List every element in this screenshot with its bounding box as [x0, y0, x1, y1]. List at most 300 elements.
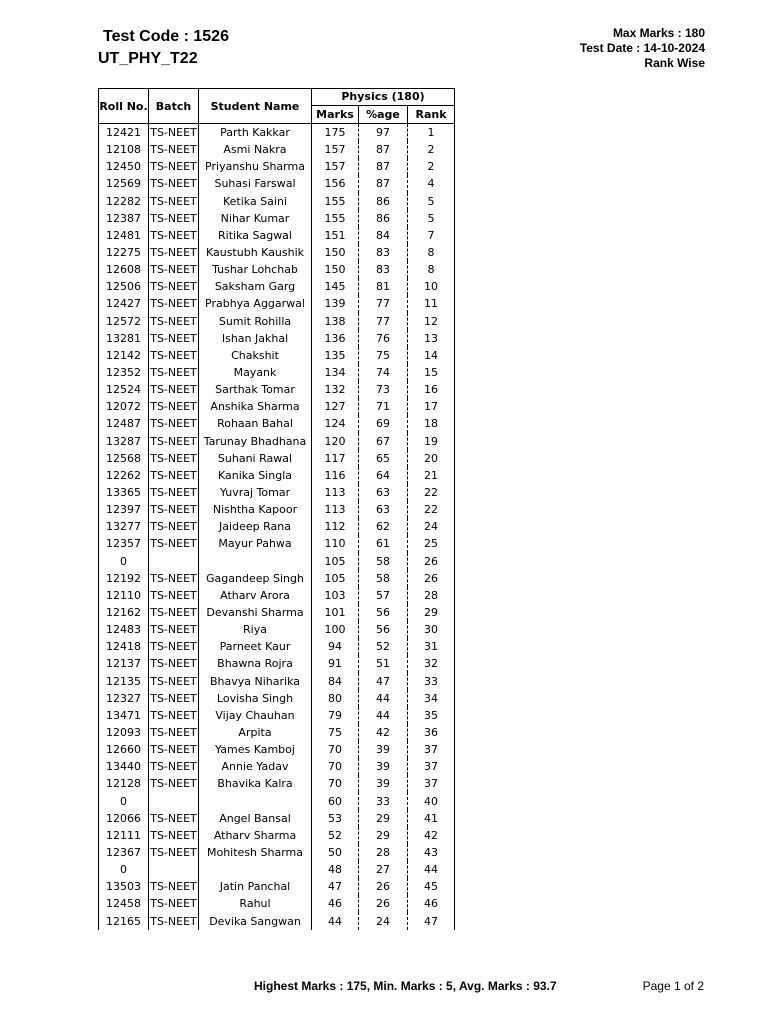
cell-pct: 67: [359, 433, 408, 450]
table-row: [99, 587, 455, 604]
cell-roll: 13440: [99, 758, 149, 775]
cell-rank: 10: [408, 278, 455, 295]
cell-roll: 12165: [99, 912, 149, 929]
cell-pct: 42: [359, 724, 408, 741]
cell-marks: 150: [312, 261, 359, 278]
table-row: [99, 707, 455, 724]
table-row: [99, 878, 455, 895]
cell-marks: 120: [312, 433, 359, 450]
cell-pct: 84: [359, 227, 408, 244]
cell-roll: 13281: [99, 330, 149, 347]
cell-pct: 47: [359, 673, 408, 690]
table-row: [99, 330, 455, 347]
cell-rank: 22: [408, 501, 455, 518]
cell-batch: TS-NEET: [149, 347, 199, 364]
cell-rank: 7: [408, 227, 455, 244]
cell-pct: 63: [359, 501, 408, 518]
cell-pct: 26: [359, 878, 408, 895]
cell-pct: 63: [359, 484, 408, 501]
cell-roll: 12568: [99, 450, 149, 467]
table-row: [99, 415, 455, 432]
cell-roll: 12135: [99, 673, 149, 690]
table-row: [99, 124, 455, 142]
cell-pct: 61: [359, 535, 408, 552]
cell-pct: 44: [359, 690, 408, 707]
cell-batch: TS-NEET: [149, 655, 199, 672]
cell-batch: TS-NEET: [149, 912, 199, 929]
results-table: [98, 88, 455, 930]
cell-pct: 76: [359, 330, 408, 347]
table-row: [99, 193, 455, 210]
cell-name: Gagandeep Singh: [199, 570, 312, 587]
cell-marks: 80: [312, 690, 359, 707]
cell-pct: 77: [359, 295, 408, 312]
cell-name: Jaideep Rana: [199, 518, 312, 535]
cell-rank: 11: [408, 295, 455, 312]
cell-pct: 24: [359, 912, 408, 929]
cell-rank: 1: [408, 124, 455, 142]
cell-name: Mayur Pahwa: [199, 535, 312, 552]
cell-rank: 20: [408, 450, 455, 467]
cell-roll: 12458: [99, 895, 149, 912]
cell-batch: TS-NEET: [149, 707, 199, 724]
cell-marks: 70: [312, 775, 359, 792]
table-row: [99, 158, 455, 175]
table-row: [99, 775, 455, 792]
cell-pct: 56: [359, 604, 408, 621]
cell-rank: 26: [408, 570, 455, 587]
cell-marks: 70: [312, 758, 359, 775]
cell-roll: 12418: [99, 638, 149, 655]
cell-roll: 12352: [99, 364, 149, 381]
cell-marks: 105: [312, 570, 359, 587]
col-header-marks: Marks: [312, 105, 359, 123]
cell-batch: TS-NEET: [149, 741, 199, 758]
cell-batch: TS-NEET: [149, 673, 199, 690]
cell-marks: 103: [312, 587, 359, 604]
cell-rank: 26: [408, 553, 455, 570]
cell-name: Rahul: [199, 895, 312, 912]
col-header-pct: %age: [359, 105, 408, 123]
cell-pct: 57: [359, 587, 408, 604]
cell-batch: TS-NEET: [149, 227, 199, 244]
cell-name: Sarthak Tomar: [199, 381, 312, 398]
cell-batch: TS-NEET: [149, 895, 199, 912]
cell-name: [199, 792, 312, 809]
table-row: [99, 861, 455, 878]
col-header-roll: Roll No.: [99, 89, 149, 124]
cell-marks: 44: [312, 912, 359, 929]
cell-roll: 12367: [99, 844, 149, 861]
cell-roll: 0: [99, 861, 149, 878]
cell-pct: 62: [359, 518, 408, 535]
cell-marks: 60: [312, 792, 359, 809]
table-row: [99, 604, 455, 621]
cell-pct: 87: [359, 158, 408, 175]
table-row: [99, 347, 455, 364]
cell-marks: 117: [312, 450, 359, 467]
cell-name: Devanshi Sharma: [199, 604, 312, 621]
cell-name: Annie Yadav: [199, 758, 312, 775]
cell-roll: 12162: [99, 604, 149, 621]
cell-pct: 87: [359, 141, 408, 158]
cell-batch: TS-NEET: [149, 570, 199, 587]
table-row: [99, 655, 455, 672]
cell-batch: [149, 792, 199, 809]
col-header-subject: Physics (180): [312, 89, 455, 106]
cell-roll: 12397: [99, 501, 149, 518]
cell-batch: TS-NEET: [149, 775, 199, 792]
cell-rank: 25: [408, 535, 455, 552]
cell-batch: TS-NEET: [149, 827, 199, 844]
cell-name: Nishtha Kapoor: [199, 501, 312, 518]
cell-roll: 12128: [99, 775, 149, 792]
cell-pct: 65: [359, 450, 408, 467]
cell-batch: TS-NEET: [149, 638, 199, 655]
cell-marks: 94: [312, 638, 359, 655]
table-row: [99, 621, 455, 638]
cell-rank: 35: [408, 707, 455, 724]
table-row: [99, 570, 455, 587]
cell-roll: 12072: [99, 398, 149, 415]
cell-marks: 124: [312, 415, 359, 432]
cell-name: Prabhya Aggarwal: [199, 295, 312, 312]
cell-rank: 2: [408, 158, 455, 175]
cell-marks: 155: [312, 193, 359, 210]
cell-name: Mohitesh Sharma: [199, 844, 312, 861]
test-date: Test Date : 14-10-2024: [579, 41, 705, 55]
cell-rank: 37: [408, 741, 455, 758]
cell-roll: 13503: [99, 878, 149, 895]
report-meta: [580, 26, 705, 71]
cell-name: Anshika Sharma: [199, 398, 312, 415]
cell-batch: TS-NEET: [149, 758, 199, 775]
cell-name: Lovisha Singh: [199, 690, 312, 707]
cell-batch: TS-NEET: [149, 261, 199, 278]
cell-name: Ritika Sagwal: [199, 227, 312, 244]
cell-name: Devika Sangwan: [199, 912, 312, 929]
sort-order: Rank Wise: [644, 56, 705, 70]
cell-batch: TS-NEET: [149, 193, 199, 210]
cell-marks: 157: [312, 158, 359, 175]
cell-rank: 19: [408, 433, 455, 450]
table-row: [99, 758, 455, 775]
cell-pct: 75: [359, 347, 408, 364]
cell-name: [199, 553, 312, 570]
cell-name: Tarunay Bhadhana: [199, 433, 312, 450]
cell-pct: 56: [359, 621, 408, 638]
cell-pct: 27: [359, 861, 408, 878]
cell-rank: 32: [408, 655, 455, 672]
cell-name: Riya: [199, 621, 312, 638]
cell-rank: 8: [408, 261, 455, 278]
cell-pct: 33: [359, 792, 408, 809]
cell-marks: 105: [312, 553, 359, 570]
cell-marks: 156: [312, 175, 359, 192]
cell-rank: 42: [408, 827, 455, 844]
table-row: [99, 501, 455, 518]
cell-pct: 86: [359, 193, 408, 210]
cell-name: Kanika Singla: [199, 467, 312, 484]
table-row: [99, 450, 455, 467]
cell-marks: 75: [312, 724, 359, 741]
cell-roll: 12142: [99, 347, 149, 364]
cell-batch: TS-NEET: [149, 244, 199, 261]
cell-pct: 87: [359, 175, 408, 192]
cell-roll: 12357: [99, 535, 149, 552]
cell-batch: TS-NEET: [149, 124, 199, 142]
cell-roll: 0: [99, 553, 149, 570]
table-row: [99, 741, 455, 758]
cell-marks: 175: [312, 124, 359, 142]
cell-batch: TS-NEET: [149, 484, 199, 501]
cell-batch: TS-NEET: [149, 364, 199, 381]
cell-pct: 29: [359, 827, 408, 844]
cell-marks: 116: [312, 467, 359, 484]
cell-batch: TS-NEET: [149, 415, 199, 432]
cell-rank: 34: [408, 690, 455, 707]
cell-roll: 12282: [99, 193, 149, 210]
table-row: [99, 673, 455, 690]
table-row: [99, 638, 455, 655]
cell-roll: 12481: [99, 227, 149, 244]
cell-name: Mayank: [199, 364, 312, 381]
summary-stats: Highest Marks : 175, Min. Marks : 5, Avg. Marks : 93.7: [254, 979, 557, 993]
cell-marks: 151: [312, 227, 359, 244]
cell-pct: 39: [359, 775, 408, 792]
cell-batch: [149, 861, 199, 878]
cell-rank: 41: [408, 810, 455, 827]
cell-roll: 13287: [99, 433, 149, 450]
cell-roll: 12108: [99, 141, 149, 158]
cell-marks: 110: [312, 535, 359, 552]
cell-marks: 127: [312, 398, 359, 415]
cell-rank: 29: [408, 604, 455, 621]
cell-name: Ishan Jakhal: [199, 330, 312, 347]
cell-pct: 52: [359, 638, 408, 655]
cell-batch: TS-NEET: [149, 278, 199, 295]
cell-rank: 8: [408, 244, 455, 261]
col-header-name: Student Name: [199, 89, 312, 124]
cell-pct: 86: [359, 210, 408, 227]
cell-pct: 39: [359, 758, 408, 775]
col-header-rank: Rank: [408, 105, 455, 123]
cell-name: Arpita: [199, 724, 312, 741]
cell-marks: 46: [312, 895, 359, 912]
cell-marks: 112: [312, 518, 359, 535]
table-row: [99, 227, 455, 244]
max-marks: Max Marks : 180: [612, 26, 705, 40]
table-row: [99, 484, 455, 501]
cell-marks: 47: [312, 878, 359, 895]
cell-roll: 12110: [99, 587, 149, 604]
cell-rank: 43: [408, 844, 455, 861]
cell-roll: 12450: [99, 158, 149, 175]
cell-name: Ketika Saini: [199, 193, 312, 210]
cell-batch: TS-NEET: [149, 878, 199, 895]
cell-rank: 17: [408, 398, 455, 415]
cell-marks: 100: [312, 621, 359, 638]
cell-name: Atharv Arora: [199, 587, 312, 604]
cell-name: Parth Kakkar: [199, 124, 312, 142]
cell-pct: 51: [359, 655, 408, 672]
cell-batch: TS-NEET: [149, 587, 199, 604]
report-header: [98, 26, 229, 70]
table-row: [99, 844, 455, 861]
cell-pct: 97: [359, 124, 408, 142]
cell-batch: TS-NEET: [149, 621, 199, 638]
cell-pct: 83: [359, 261, 408, 278]
cell-marks: 138: [312, 313, 359, 330]
cell-marks: 79: [312, 707, 359, 724]
cell-roll: 12427: [99, 295, 149, 312]
cell-batch: TS-NEET: [149, 158, 199, 175]
cell-roll: 12111: [99, 827, 149, 844]
cell-roll: 12608: [99, 261, 149, 278]
cell-roll: 12327: [99, 690, 149, 707]
test-name: UT_PHY_T22: [98, 50, 198, 67]
cell-roll: 12066: [99, 810, 149, 827]
cell-roll: 13277: [99, 518, 149, 535]
cell-pct: 77: [359, 313, 408, 330]
cell-rank: 5: [408, 193, 455, 210]
table-row: [99, 433, 455, 450]
cell-rank: 16: [408, 381, 455, 398]
table-row: [99, 364, 455, 381]
table-row: [99, 724, 455, 741]
cell-batch: TS-NEET: [149, 518, 199, 535]
cell-batch: TS-NEET: [149, 295, 199, 312]
cell-roll: 12275: [99, 244, 149, 261]
table-row: [99, 810, 455, 827]
table-row: [99, 912, 455, 929]
cell-rank: 36: [408, 724, 455, 741]
cell-rank: 2: [408, 141, 455, 158]
cell-roll: 13365: [99, 484, 149, 501]
cell-roll: 12093: [99, 724, 149, 741]
cell-name: Priyanshu Sharma: [199, 158, 312, 175]
cell-marks: 113: [312, 484, 359, 501]
cell-marks: 52: [312, 827, 359, 844]
cell-marks: 157: [312, 141, 359, 158]
table-row: [99, 792, 455, 809]
cell-name: Atharv Sharma: [199, 827, 312, 844]
cell-batch: TS-NEET: [149, 210, 199, 227]
cell-pct: 73: [359, 381, 408, 398]
cell-marks: 53: [312, 810, 359, 827]
cell-name: Sumit Rohilla: [199, 313, 312, 330]
cell-rank: 31: [408, 638, 455, 655]
cell-marks: 91: [312, 655, 359, 672]
cell-batch: TS-NEET: [149, 690, 199, 707]
cell-pct: 28: [359, 844, 408, 861]
cell-pct: 83: [359, 244, 408, 261]
cell-roll: 12572: [99, 313, 149, 330]
page-number: Page 1 of 2: [642, 979, 704, 993]
cell-rank: 33: [408, 673, 455, 690]
cell-batch: TS-NEET: [149, 381, 199, 398]
cell-name: Bhawna Rojra: [199, 655, 312, 672]
cell-batch: TS-NEET: [149, 810, 199, 827]
cell-rank: 47: [408, 912, 455, 929]
cell-roll: 12506: [99, 278, 149, 295]
cell-roll: 12421: [99, 124, 149, 142]
cell-rank: 21: [408, 467, 455, 484]
cell-roll: 12487: [99, 415, 149, 432]
cell-batch: TS-NEET: [149, 450, 199, 467]
cell-name: Chakshit: [199, 347, 312, 364]
cell-rank: 24: [408, 518, 455, 535]
cell-roll: 12192: [99, 570, 149, 587]
cell-name: Vijay Chauhan: [199, 707, 312, 724]
cell-pct: 74: [359, 364, 408, 381]
table-body: [99, 124, 455, 930]
cell-pct: 29: [359, 810, 408, 827]
table-row: [99, 827, 455, 844]
cell-batch: TS-NEET: [149, 604, 199, 621]
cell-batch: TS-NEET: [149, 535, 199, 552]
cell-rank: 12: [408, 313, 455, 330]
cell-roll: 12483: [99, 621, 149, 638]
cell-marks: 155: [312, 210, 359, 227]
cell-rank: 13: [408, 330, 455, 347]
cell-roll: 13471: [99, 707, 149, 724]
cell-batch: TS-NEET: [149, 141, 199, 158]
table-row: [99, 278, 455, 295]
cell-name: Nihar Kumar: [199, 210, 312, 227]
cell-marks: 134: [312, 364, 359, 381]
cell-name: Saksham Garg: [199, 278, 312, 295]
cell-roll: 0: [99, 792, 149, 809]
cell-batch: TS-NEET: [149, 844, 199, 861]
cell-batch: [149, 553, 199, 570]
cell-rank: 28: [408, 587, 455, 604]
cell-batch: TS-NEET: [149, 313, 199, 330]
cell-marks: 50: [312, 844, 359, 861]
cell-name: Suhasi Farswal: [199, 175, 312, 192]
cell-marks: 113: [312, 501, 359, 518]
cell-marks: 48: [312, 861, 359, 878]
cell-marks: 145: [312, 278, 359, 295]
table-row: [99, 690, 455, 707]
cell-rank: 14: [408, 347, 455, 364]
cell-name: Yames Kamboj: [199, 741, 312, 758]
table-row: [99, 313, 455, 330]
table-row: [99, 518, 455, 535]
cell-name: Rohaan Bahal: [199, 415, 312, 432]
cell-batch: TS-NEET: [149, 467, 199, 484]
cell-batch: TS-NEET: [149, 433, 199, 450]
cell-rank: 18: [408, 415, 455, 432]
cell-pct: 58: [359, 553, 408, 570]
cell-rank: 40: [408, 792, 455, 809]
cell-rank: 4: [408, 175, 455, 192]
cell-pct: 69: [359, 415, 408, 432]
cell-batch: TS-NEET: [149, 398, 199, 415]
cell-marks: 136: [312, 330, 359, 347]
table-row: [99, 895, 455, 912]
cell-rank: 46: [408, 895, 455, 912]
cell-rank: 44: [408, 861, 455, 878]
cell-pct: 64: [359, 467, 408, 484]
cell-name: Jatin Panchal: [199, 878, 312, 895]
cell-rank: 37: [408, 758, 455, 775]
table-row: [99, 141, 455, 158]
cell-rank: 22: [408, 484, 455, 501]
cell-rank: 45: [408, 878, 455, 895]
cell-rank: 30: [408, 621, 455, 638]
cell-name: Tushar Lohchab: [199, 261, 312, 278]
